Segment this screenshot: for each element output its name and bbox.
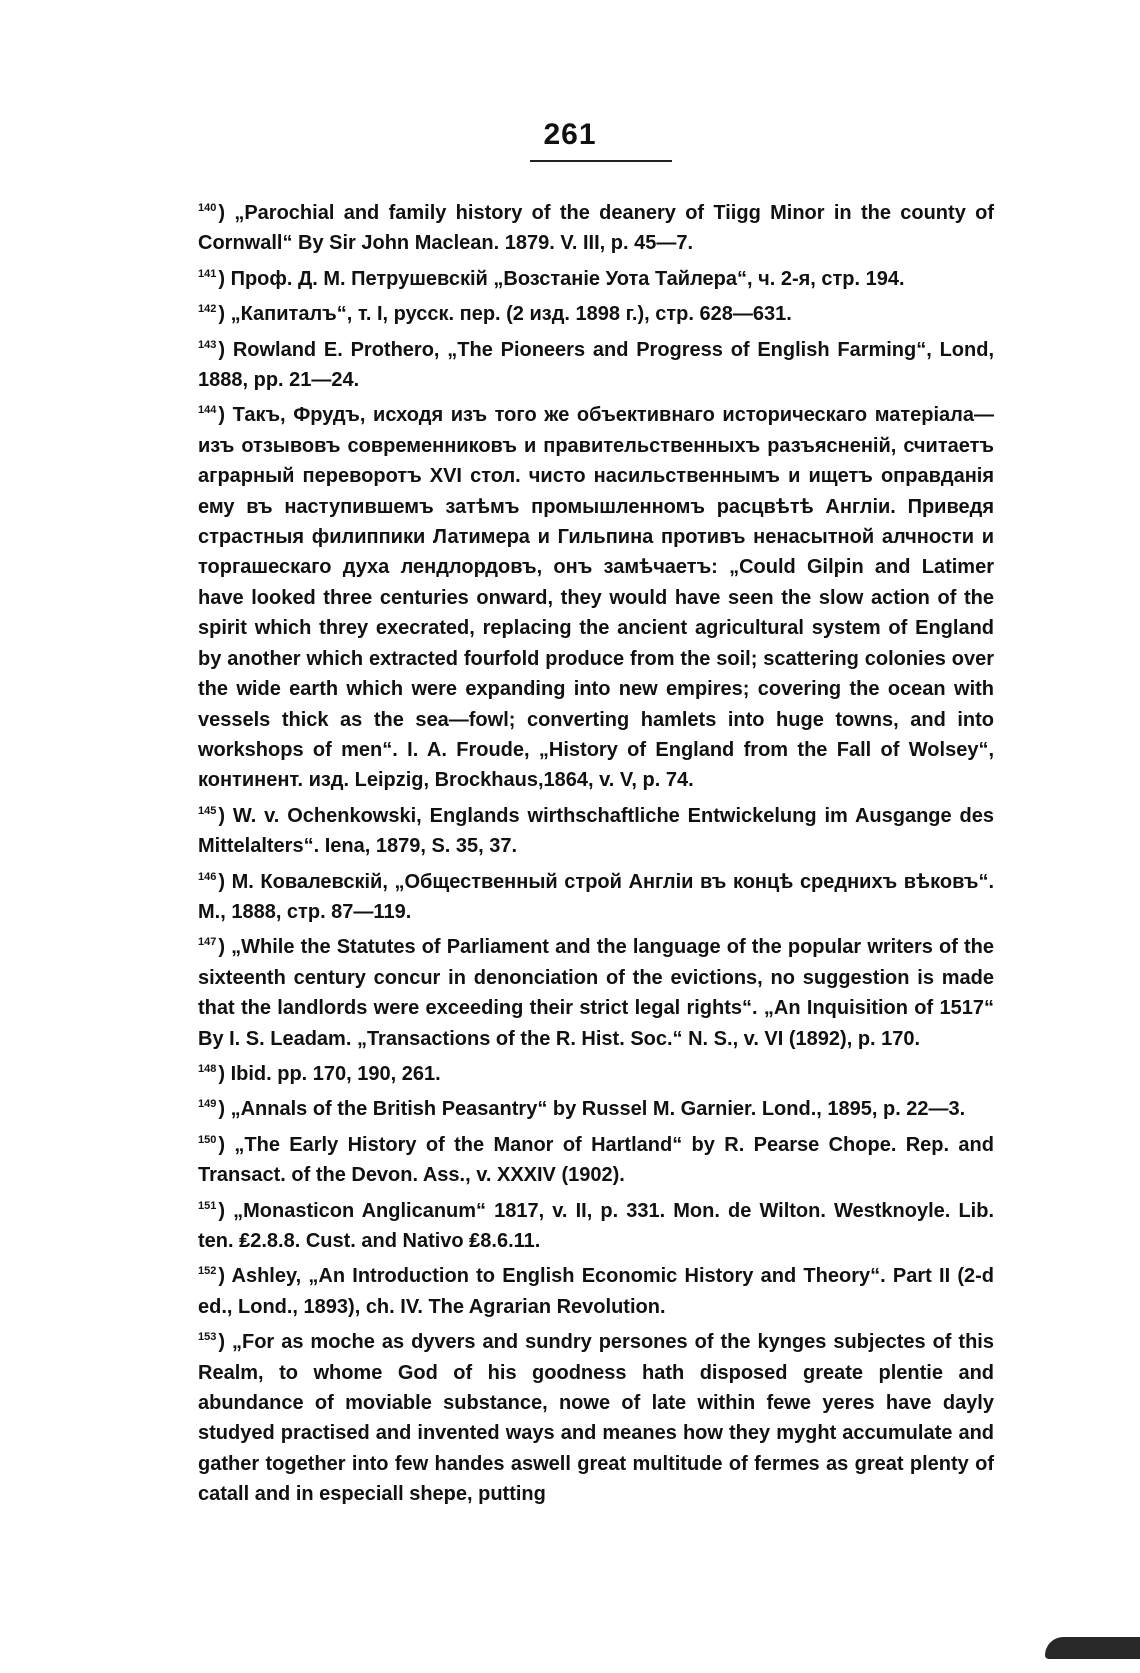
footnote-149: $^{149}$ ) „Annals of the British Peasantry“ by Russel M. Garnier. Lond., 1895, p. 22—3. — [198, 1098, 966, 1121]
footnote-number: 144 — [198, 404, 217, 417]
footnote-number: 145 — [198, 804, 217, 817]
footnote-text: Rowland E. Prothero, „The Pioneers and Progress of English Farming“, Lond, 1888, pp. 21—24. — [198, 338, 995, 392]
footnote-number: 140 — [198, 202, 217, 214]
scan-smudge — [1045, 1637, 1140, 1659]
footnote-number: 147 — [198, 936, 217, 949]
footnote-140: $^{140}$ ) „Parochial and family history of the deanery of Tiigg Minor in the county of Cornwall“ By Sir John Maclean. 1879. V. III, p. 45—7. — [198, 202, 995, 255]
footnote-number: 153 — [198, 1331, 217, 1344]
footnote-142: $^{142}$ ) „Капиталъ“, т. I, русск. пер. (2 изд. 1898 г.), стр. 628—631. — [198, 303, 792, 326]
footnote-152: $^{152}$ ) Ashley, „An Introduction to English Economic History and Theory“. Part II (2-d ed., Lond., 1893), ch. IV. The Agrarian Revolution. — [198, 1265, 995, 1318]
footnote-number: 142 — [198, 303, 217, 316]
footnote-number: 149 — [198, 1098, 217, 1111]
footnote-number: 150 — [198, 1133, 217, 1146]
footnote-145: $^{145}$ ) W. v. Ochenkowski, Englands wirthschaftliche Entwickelung im Ausgange des Mittelalters“. Iena, 1879, S. 35, 37. — [198, 804, 994, 858]
footnote-text: Ibid. pp. 170, 190, 261. — [230, 1062, 441, 1085]
footnote-number: 143 — [198, 338, 217, 351]
footnote-text: Ashley, „An Introduction to English Economic History and Theory“. Part II (2-d ed., Lond., 1893), ch. IV. The Agrarian Revolution. — [198, 1265, 995, 1318]
footnote-144: $^{144}$ ) Такъ, Фрудъ, исходя изъ того же объективнаго историческаго матеріала—изъ отзывовъ современниковъ и правительственныхъ разъясненій, считаетъ аграрный переворотъ XVI стол. чисто насильственнымъ и ищетъ оправданія ему въ наступившемъ затѣмъ промышленномъ расцвѣтѣ Англіи. Приведя страстныя филиппики Латимера и Гильпина противъ ненасытной алчности и торгашескаго духа лендлордовъ, онъ замѣчаетъ: „Could Gilpin and Latimer have looked three centuries onward, they would have seen the slow action of the spirit which threy execrated, replacing the ancient agricultural system of England by another which extracted fourfold produce from the soil; scattering colonies over the wide earth which were expanding into new empires; covering the ocean with vessels thick as the sea—fowl; converting hamlets into huge towns, and into workshops of men“. I. A. Froude, „History of England from the Fall of Wolsey“, континент. изд. Leipzig, Brockhaus,1864, v. V, p. 74. — [198, 404, 994, 792]
footnote-150: $^{150}$ ) „The Early History of the Manor of Hartland“ by R. Pearse Chope. Rep. and Transact. of the Devon. Ass., v. XXXIV (1902). — [198, 1133, 994, 1187]
footnote-text: М. Ковалевскій, „Общественный строй Англіи въ концѣ среднихъ вѣковъ“. М., 1888, стр. 87—119. — [198, 870, 994, 923]
page-number: 261 — [543, 118, 597, 151]
footnote-number: 152 — [198, 1265, 217, 1278]
footnote-number: 146 — [198, 870, 217, 883]
footnote-number: 141 — [198, 267, 217, 280]
footnote-text: Проф. Д. М. Петрушевскій „Возстаніе Уота Тайлера“, ч. 2-я, стр. 194. — [230, 267, 905, 290]
footnote-143: $^{143}$ ) Rowland E. Prothero, „The Pioneers and Progress of English Farming“, Lond, 1888, pp. 21—24. — [198, 338, 995, 392]
footnote-146: $^{146}$ ) М. Ковалевскій, „Общественный строй Англіи въ концѣ среднихъ вѣковъ“. М., 1888, стр. 87—119. — [198, 870, 994, 923]
footnote-148: $^{148}$ ) Ibid. pp. 170, 190, 261. — [198, 1062, 441, 1085]
footnote-number: 148 — [198, 1062, 217, 1075]
footnote-151: $^{151}$ ) „Monasticon Anglicanum“ 1817, v. II, p. 331. Mon. de Wilton. Westknoyle. Lib. ten. ₤2.8.8. Cust. and Nativo ₤8.6.11. — [198, 1199, 994, 1252]
footnote-text: W. v. Ochenkowski, Englands wirthschaftliche Entwickelung im Ausgange des Mittelalters“. Iena, 1879, S. 35, 37. — [198, 804, 994, 858]
footnote-153: $^{153}$ ) „For as moche as dyvers and sundry persones of the kynges subjectes of this Realm, to whome God of his goodness hath disposed greate plentie and abundance of moviable substance, nowe of late within fewe yeres have dayly studyed practised and invented ways and meanes how they myght accumulate and gather together into few handes aswell great multitude of fermes as great plenty of catall and in especiall shepe, putting — [198, 1331, 994, 1506]
footnote-text: „The Early History of the Manor of Hartland“ by R. Pearse Chope. Rep. and Transact. of the Devon. Ass., v. XXXIV (1902). — [198, 1133, 994, 1187]
footnote-text: „Parochial and family history of the deanery of Tiigg Minor in the county of Cornwall“ By Sir John Maclean. 1879. V. III, p. 45—7. — [198, 202, 995, 255]
footnote-147: $^{147}$ ) „While the Statutes of Parliament and the language of the popular writers of the sixteenth century concur in denonciation of the evictions, no suggestion is made that the landlords were exceeding their strict legal rights“. „An Inquisition of 1517“ By I. S. Leadam. „Transactions of the R. Hist. Soc.“ N. S., v. VI (1892), p. 170. — [198, 936, 995, 1050]
footnote-text: „Annals of the British Peasantry“ by Russel M. Garnier. Lond., 1895, p. 22—3. — [230, 1098, 966, 1121]
footnote-number: 151 — [198, 1199, 217, 1212]
page-number-rule — [530, 160, 672, 162]
footnotes — [198, 193, 994, 1510]
footnote-text: „While the Statutes of Parliament and the language of the popular writers of the sixteenth century concur in denonciation of the evictions, no suggestion is made that the landlords were exceeding their strict legal rights“. „An Inquisition of 1517“ By I. S. Leadam. „Transactions of the R. Hist. Soc.“ N. S., v. VI (1892), p. 170. — [198, 936, 995, 1050]
footnote-141: $^{141}$ ) Проф. Д. М. Петрушевскій „Возстаніе Уота Тайлера“, ч. 2-я, стр. 194. — [198, 267, 905, 290]
footnote-text: „Капиталъ“, т. I, русск. пер. (2 изд. 1898 г.), стр. 628—631. — [230, 303, 792, 326]
footnote-text: Такъ, Фрудъ, исходя изъ того же объективнаго историческаго матеріала—изъ отзывовъ современниковъ и правительственныхъ разъясненій, считаетъ аграрный переворотъ XVI стол. чисто насильственнымъ и ищетъ оправданія ему въ наступившемъ затѣмъ промышленномъ расцвѣтѣ Англіи. Приведя страстныя филиппики Латимера и Гильпина противъ ненасытной алчности и торгашескаго духа лендлордовъ, онъ замѣчаетъ: „Could Gilpin and Latimer have looked three centuries onward, they would have seen the slow action of the spirit which threy execrated, replacing the ancient agricultural system of England by another which extracted fourfold produce from the soil; scattering colonies over the wide earth which were expanding into new empires; covering the ocean with vessels thick as the sea—fowl; converting hamlets into huge towns, and into workshops of men“. I. A. Froude, „History of England from the Fall of Wolsey“, континент. изд. Leipzig, Brockhaus,1864, v. V, p. 74. — [198, 404, 994, 792]
footnote-text: „For as moche as dyvers and sundry persones of the kynges subjectes of this Realm, to whome God of his goodness hath disposed greate plentie and abundance of moviable substance, nowe of late within fewe yeres have dayly studyed practised and invented ways and meanes how they myght accumulate and gather together into few handes aswell great multitude of fermes as great plenty of catall and in especiall shepe, putting — [198, 1331, 994, 1506]
footnote-text: „Monasticon Anglicanum“ 1817, v. II, p. 331. Mon. de Wilton. Westknoyle. Lib. ten. ₤2.8.8. Cust. and Nativo ₤8.6.11. — [198, 1199, 994, 1252]
